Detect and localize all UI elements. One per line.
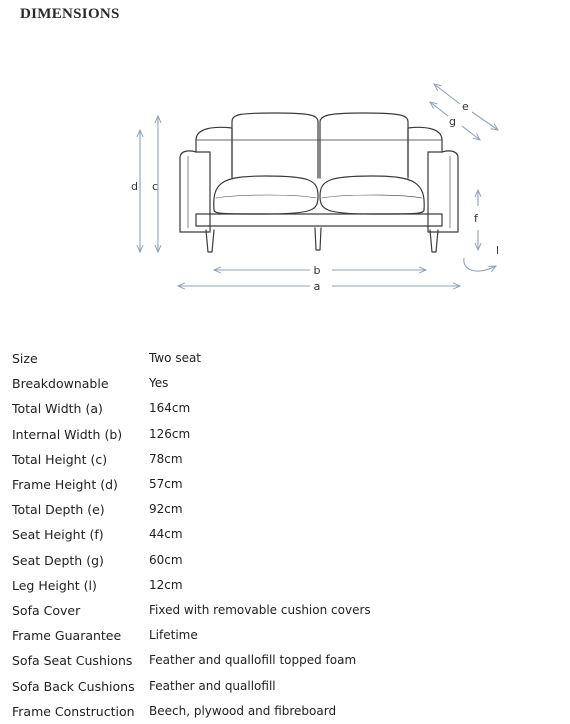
spec-label: Total Depth (e) xyxy=(12,502,105,518)
spec-value: 78cm xyxy=(149,451,183,466)
spec-row xyxy=(12,699,371,724)
spec-row xyxy=(12,472,371,497)
spec-row xyxy=(12,674,371,699)
spec-value: Yes xyxy=(149,376,169,391)
spec-value: Beech, plywood and fibreboard xyxy=(149,703,337,718)
spec-row xyxy=(12,648,371,673)
spec-label: Total Width (a) xyxy=(12,401,103,417)
section-heading: DIMENSIONS xyxy=(20,6,120,22)
spec-label: Leg Height (l) xyxy=(12,577,97,593)
spec-row xyxy=(12,497,371,522)
label-a: a xyxy=(313,280,321,293)
label-e: e xyxy=(462,100,469,113)
spec-row xyxy=(12,573,371,598)
spec-value: 126cm xyxy=(149,426,191,441)
spec-label: Total Height (c) xyxy=(12,451,108,467)
spec-label: Sofa Seat Cushions xyxy=(12,653,133,669)
spec-row xyxy=(12,346,371,371)
spec-value: 164cm xyxy=(149,401,191,416)
sofa-dimensions-diagram xyxy=(0,0,570,330)
sofa-drawing xyxy=(180,113,458,252)
spec-row xyxy=(12,623,371,648)
spec-label: Breakdownable xyxy=(12,376,109,392)
spec-value: 44cm xyxy=(149,527,183,542)
label-l: l xyxy=(496,244,500,257)
spec-label: Frame Guarantee xyxy=(12,628,122,644)
spec-row xyxy=(12,598,371,623)
spec-value: Feather and quallofill xyxy=(149,678,276,693)
label-g: g xyxy=(449,115,456,128)
spec-row xyxy=(12,396,371,421)
spec-label: Sofa Cover xyxy=(12,603,81,619)
spec-label: Seat Height (f) xyxy=(12,527,104,543)
spec-value: Lifetime xyxy=(149,628,198,643)
spec-label: Seat Depth (g) xyxy=(12,552,104,568)
label-d: d xyxy=(131,180,138,193)
spec-label: Sofa Back Cushions xyxy=(12,678,135,694)
label-c: c xyxy=(152,180,159,193)
spec-value: Two seat xyxy=(149,351,202,365)
spec-row xyxy=(12,371,371,396)
spec-label: Frame Construction xyxy=(12,703,135,719)
spec-row xyxy=(12,422,371,447)
label-f: f xyxy=(474,212,478,225)
spec-label: Frame Height (d) xyxy=(12,477,118,493)
spec-label: Size xyxy=(12,351,38,366)
spec-value: 57cm xyxy=(149,477,183,492)
spec-row xyxy=(12,447,371,472)
spec-label: Internal Width (b) xyxy=(12,426,123,442)
specifications-table xyxy=(12,346,371,724)
label-b: b xyxy=(313,264,321,277)
dimension-arrows xyxy=(140,84,498,286)
spec-value: 12cm xyxy=(149,577,183,592)
spec-row xyxy=(12,548,371,573)
spec-value: 92cm xyxy=(149,502,183,517)
spec-value: Fixed with removable cushion covers xyxy=(149,603,371,618)
spec-row xyxy=(12,522,371,547)
spec-value: Feather and quallofill topped foam xyxy=(149,653,357,668)
spec-value: 60cm xyxy=(149,552,183,567)
